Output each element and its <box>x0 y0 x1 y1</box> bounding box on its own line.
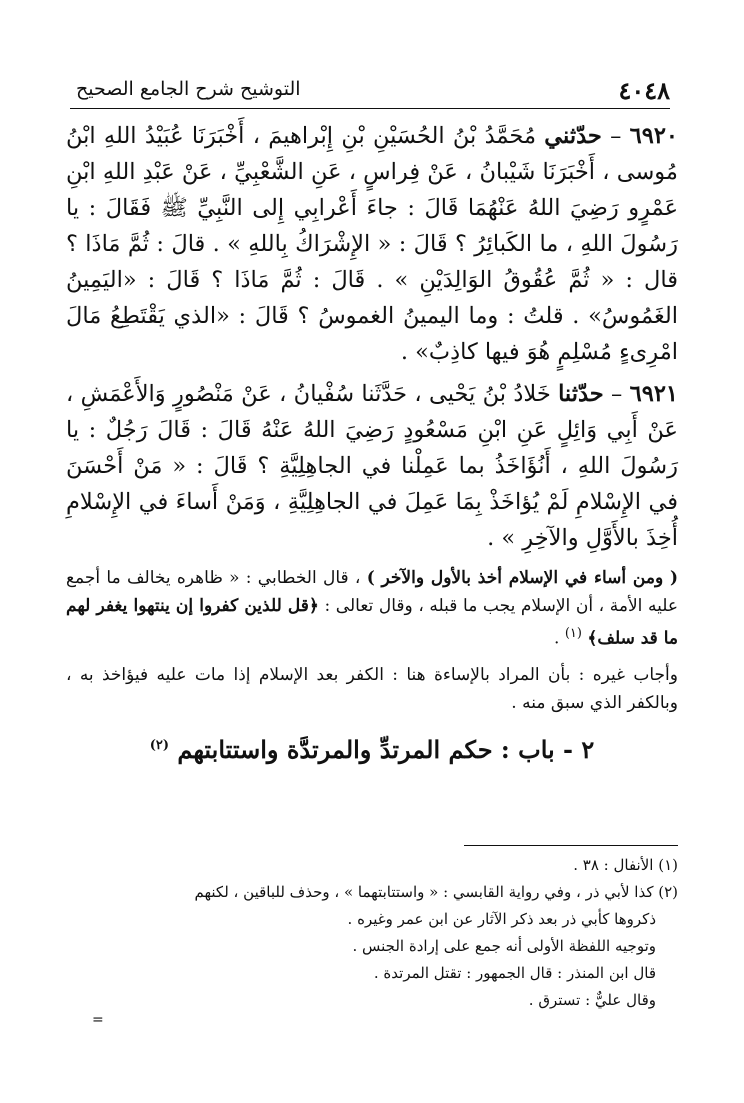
footnotes <box>66 852 678 1014</box>
page-number: ٤٠٤٨ <box>618 76 670 105</box>
chapter-heading <box>66 735 678 764</box>
footnote-2-line: قال ابن المنذر : قال الجمهور : تقتل المرتدة . <box>373 964 656 982</box>
continuation-mark: = <box>92 1012 104 1028</box>
footnote-ref: (١) <box>564 626 582 641</box>
commentary-end: . <box>554 628 560 649</box>
footnote-2: (٢) كذا لأبي ذر ، وفي رواية القابسي : « واستتابتهما » ، وحذف للباقين ، لكنهم <box>194 883 678 901</box>
footnote-2-line: وقال عليٌّ : تسترق . <box>528 991 656 1009</box>
main-text <box>66 118 678 764</box>
book-title: التوشيح شرح الجامع الصحيح <box>76 78 301 100</box>
commentary-paragraph-1 <box>66 564 678 653</box>
footnote-2-line: وتوجيه اللفظة الأولى أنه جمع على إرادة الجنس . <box>352 937 656 955</box>
hadith-number: ٦٩٢٠ <box>629 123 678 149</box>
hadith-text: مُحَمَّدُ بْنُ الحُسَيْنِ بْنِ إِبْراهيمَ ، أَخْبَرَنَا عُبَيْدُ اللهِ ابْنُ مُوسى ، أَخْبَرَنَا شَيْبانُ ، عَنْ فِراسٍ ، عَنِ الشَّعْبِيِّ ، عَنْ عَبْدِ اللهِ ابْنِ عَمْرٍو رَضِيَ اللهُ عَنْهُمَا قَالَ : جاءَ أَعْرابِي إِلى النَّبِيِّ ﷺ فَقَالَ : يا رَسُولَ اللهِ ، ما الكَبائِرُ ؟ قَالَ : « الإِشْرَاكُ بِاللهِ » . قالَ : ثُمَّ مَاذَا ؟ قال : « ثُمَّ عُقُوقُ الوَالِدَيْنِ » . قَالَ : ثُمَّ مَاذَا ؟ قَالَ : «اليَمِينُ الغَمُوسُ» . قلتُ : وما اليمينُ الغموسُ ؟ قَالَ : «الذي يَقْتَطِعُ مَالَ امْرِىءٍ مُسْلِمٍ هُوَ فيها كاذِبٌ» . <box>66 123 678 365</box>
hadith-6920: ٦٩٢٠ – حدّثني مُحَمَّدُ بْنُ الحُسَيْنِ بْنِ إِبْراهيمَ ، أَخْبَرَنَا عُبَيْدُ اللهِ ابْنُ مُوسى ، أَخْبَرَنَا شَيْبانُ ، عَنْ فِراسٍ ، عَنِ الشَّعْبِيِّ ، عَنْ عَبْدِ اللهِ ابْنِ عَمْرٍو رَضِيَ اللهُ عَنْهُمَا قَالَ : جاءَ أَعْرابِي إِلى النَّبِيِّ ﷺ فَقَالَ : يا رَسُولَ اللهِ ، ما الكَبائِرُ ؟ قَالَ : « الإِشْرَاكُ بِاللهِ » . قالَ : ثُمَّ مَاذَا ؟ قال : « ثُمَّ عُقُوقُ الوَالِدَيْنِ » . قَالَ : ثُمَّ مَاذَا ؟ قَالَ : «اليَمِينُ الغَمُوسُ» . قلتُ : وما اليمينُ الغموسُ ؟ قَالَ : «الذي يَقْتَطِعُ مَالَ امْرِىءٍ مُسْلِمٍ هُوَ فيها كاذِبٌ» . <box>66 123 678 365</box>
page-header <box>70 74 670 109</box>
footnote-2-line: ذكروها كأبي ذر بعد ذكر الآثار عن ابن عمر وغيره . <box>347 910 656 928</box>
footnote-ref: (٢) <box>149 737 170 753</box>
hadith-number: ٦٩٢١ <box>629 381 678 407</box>
commentary-heading: ( ومن أساء في الإسلام أخذ بالأول والآخر ) <box>366 568 678 588</box>
hadith-lead: حدّثني <box>544 123 602 149</box>
commentary-paragraph-2: وأجاب غيره : بأن المراد بالإساءة هنا : الكفر بعد الإسلام إذا مات عليه فيؤاخذ به ، وبالكفر الذي سبق منه . <box>66 664 678 713</box>
footnote-1: (١) الأنفال : ٣٨ . <box>573 856 678 874</box>
footnote-divider <box>464 845 678 846</box>
hadith-text: خَلادُ بْنُ يَحْيى ، حَدَّثَنا سُفْيانُ ، عَنْ مَنْصُورٍ وَالأَعْمَشِ ، عَنْ أَبِي وَائِلٍ عَنِ ابْنِ مَسْعُودٍ رَضِيَ اللهُ عَنْهُ قَالَ : قَالَ رَجُلٌ : يا رَسُولَ اللهِ ، أَنُؤَاخَذُ بما عَمِلْنا في الجاهِلِيَّةِ ؟ قَالَ : « مَنْ أَحْسَنَ في الإِسْلامِ لَمْ يُؤاخَذْ بِمَا عَمِلَ في الجاهِلِيَّةِ ، وَمَنْ أَساءَ في الإِسْلامِ أُخِذَ بالأَوَّلِ والآخِرِ » . <box>66 381 678 551</box>
commentary-text: ، قال الخطابي : « ظاهره يخالف ما أجمع عليه الأمة ، أن الإسلام يجب ما قبله ، وقال تعالى : <box>66 568 678 616</box>
hadith-lead: حدّثنا <box>558 381 604 407</box>
hadith-6921: ٦٩٢١ – حدّثنا خَلادُ بْنُ يَحْيى ، حَدَّثَنا سُفْيانُ ، عَنْ مَنْصُورٍ وَالأَعْمَشِ ، عَنْ أَبِي وَائِلٍ عَنِ ابْنِ مَسْعُودٍ رَضِيَ اللهُ عَنْهُ قَالَ : قَالَ رَجُلٌ : يا رَسُولَ اللهِ ، أَنُؤَاخَذُ بما عَمِلْنا في الجاهِلِيَّةِ ؟ قَالَ : « مَنْ أَحْسَنَ في الإِسْلامِ لَمْ يُؤاخَذْ بِمَا عَمِلَ في الجاهِلِيَّةِ ، وَمَنْ أَساءَ في الإِسْلامِ أُخِذَ بالأَوَّلِ والآخِرِ » . <box>66 381 678 551</box>
quran-verse: ﴿قل للذين كفروا إن ينتهوا يغفر لهم ما قد سلف﴾ <box>66 596 678 649</box>
chapter-title: ٢ - باب : حكم المرتدِّ والمرتدَّة واستتابتهم <box>177 734 595 764</box>
